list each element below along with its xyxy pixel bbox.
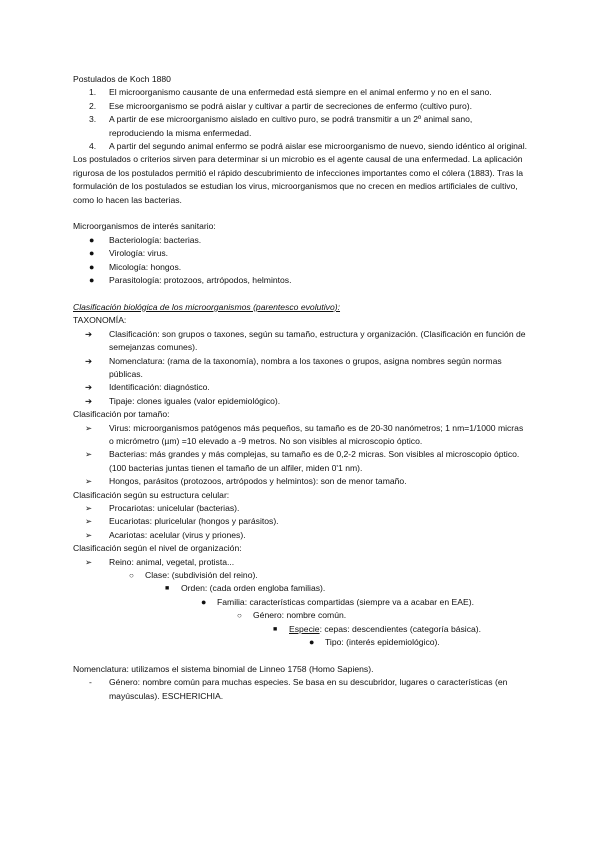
arrow-bullet-icon: ➔	[85, 382, 93, 393]
nivel-tree	[73, 556, 528, 650]
list-item: ➔ Clasificación: son grupos o taxones, según su tamaño, estructura y organización. (Clasificación en función de semejanzas comunes).	[85, 328, 526, 353]
list-number: 2.	[89, 100, 97, 111]
bullet-dot-icon: ●	[89, 248, 95, 259]
list-item: ● Parasitología: protozoos, artrópodos, helmintos.	[73, 274, 528, 287]
especie-label: Especie	[289, 623, 320, 634]
list-item: ➔ Identificación: diagnóstico.	[73, 381, 528, 394]
square-bullet-icon: ■	[165, 585, 170, 593]
list-number: 4.	[89, 141, 97, 152]
nomenclatura-title: Nomenclatura: utilizamos el sistema binomial de Linneo 1758 (Homo Sapiens).	[73, 663, 374, 674]
list-item: ➢ Procariotas: unicelular (bacterias).	[73, 502, 528, 515]
triangle-bullet-icon: ➢	[85, 449, 93, 460]
triangle-bullet-icon: ➢	[85, 476, 93, 487]
koch-paragraph: Los postulados o criterios sirven para determinar si un microbio es el agente causal de una enfermedad. La aplicación rigurosa de los postulados permitió el rápido descubrimiento de infecciones importantes como el cólera (1883). Tras la formulación de los postulados se estudian los virus, microorganismos que no crecen en medios artificiales de cultivo, como lo hacen las bacterias.	[73, 154, 523, 205]
circle-bullet-icon: ○	[237, 611, 242, 621]
tamano-title: Clasificación por tamaño:	[73, 409, 170, 420]
list-item: ● Micología: hongos.	[73, 261, 528, 274]
list-item: ● Tipo: (interés epidemiológico).	[73, 636, 528, 649]
list-item: ● Virología: virus.	[73, 247, 528, 260]
clasificacion-heading: Clasificación biológica de los microorganismos (parentesco evolutivo):	[73, 301, 341, 312]
sanitario-list	[73, 234, 528, 288]
arrow-bullet-icon: ➔	[85, 328, 93, 339]
bullet-dot-icon: ●	[89, 261, 95, 272]
triangle-bullet-icon: ➢	[85, 516, 93, 527]
triangle-bullet-icon: ➢	[85, 556, 93, 567]
estructura-title: Clasificación según su estructura celular:	[73, 489, 230, 500]
list-item: 4. A partir del segundo animal enfermo se podrá aislar ese microorganismo de nuevo, siendo idéntico al original.	[73, 140, 528, 153]
triangle-bullet-icon: ➢	[85, 529, 93, 540]
list-item: ➔ Nomenclatura: (rama de la taxonomía), nombra a los taxones o grupos, asigna nombres según normas públicas.	[85, 355, 502, 379]
list-item: ➢ Reino: animal, vegetal, protista...	[73, 556, 528, 569]
list-item: ➔ Tipaje: clones iguales (valor epidemiológico).	[73, 395, 528, 408]
list-item: ➢ Bacterias: más grandes y más complejas, su tamaño es de 0,2-2 micras. Son visibles al microscopio óptico. (100 bacterias juntas tienen el tamaño de un alfiler, miden 0'1 nm).	[85, 449, 520, 473]
list-item: 3. A partir de ese microorganismo aislado en cultivo puro, se podrá transmitir a un 2º animal sano, reproduciendo la misma enfermedad.	[89, 114, 473, 138]
taxonomia-list	[73, 328, 528, 408]
list-item: ➢ Hongos, parásitos (protozoos, artrópodos y helmintos): son de menor tamaño.	[73, 475, 528, 488]
list-item: ● Familia: características compartidas (siempre va a acabar en EAE).	[73, 596, 528, 609]
arrow-bullet-icon: ➔	[85, 355, 93, 366]
triangle-bullet-icon: ➢	[85, 502, 93, 513]
list-item: ○ Clase: (subdivisión del reino).	[73, 569, 528, 582]
list-item: ➢ Acariotas: acelular (virus y priones).	[73, 529, 528, 542]
list-item: ➢ Eucariotas: pluricelular (hongos y parásitos).	[73, 515, 528, 528]
list-number: 3.	[89, 114, 97, 125]
triangle-bullet-icon: ➢	[85, 422, 93, 433]
document-page	[73, 73, 528, 703]
list-item: 2. Ese microorganismo se podrá aislar y cultivar a partir de secreciones de enfermo (cultivo puro).	[73, 100, 528, 113]
circle-bullet-icon: ○	[129, 571, 134, 580]
sanitario-title: Microorganismos de interés sanitario:	[73, 221, 216, 232]
tamano-list	[73, 422, 528, 489]
bullet-dot-icon: ●	[89, 234, 95, 245]
square-bullet-icon: ■	[273, 625, 278, 633]
koch-title: Postulados de Koch 1880	[73, 74, 171, 84]
list-item: ○ Género: nombre común.	[73, 609, 528, 622]
nomenclatura-list	[73, 676, 528, 703]
bullet-dot-icon: ●	[89, 275, 95, 286]
list-number: 1.	[89, 87, 97, 98]
bullet-dot-icon: ●	[309, 637, 315, 648]
list-item: 1. El microorganismo causante de una enfermedad está siempre en el animal enfermo y no en el sano.	[73, 86, 528, 99]
list-item: ● Bacteriología: bacterias.	[73, 234, 528, 247]
koch-list	[73, 86, 528, 153]
nivel-title: Clasificación según el nivel de organización:	[73, 543, 242, 554]
list-item: ■ Orden: (cada orden engloba familias).	[73, 582, 528, 595]
arrow-bullet-icon: ➔	[85, 395, 93, 406]
list-item: ■ Especie: cepas: descendientes (categoría básica).	[73, 623, 528, 636]
taxonomia-title: TAXONOMÍA:	[73, 315, 127, 326]
estructura-list	[73, 502, 528, 542]
dash-bullet-icon: -	[89, 677, 92, 688]
list-item: ➢ Virus: microorganismos patógenos más pequeños, su tamaño es de 20-30 nanómetros; 1 nm=1/1000 micras o micrómetro (µm) =10 elevado a -9 metros. No son visibles al microscopio óptico.	[85, 422, 524, 446]
list-item: - Género: nombre común para muchas especies. Se basa en su descubridor, lugares o características (en mayúsculas). ESCHERICHIA.	[89, 677, 508, 701]
bullet-dot-icon: ●	[201, 596, 207, 607]
